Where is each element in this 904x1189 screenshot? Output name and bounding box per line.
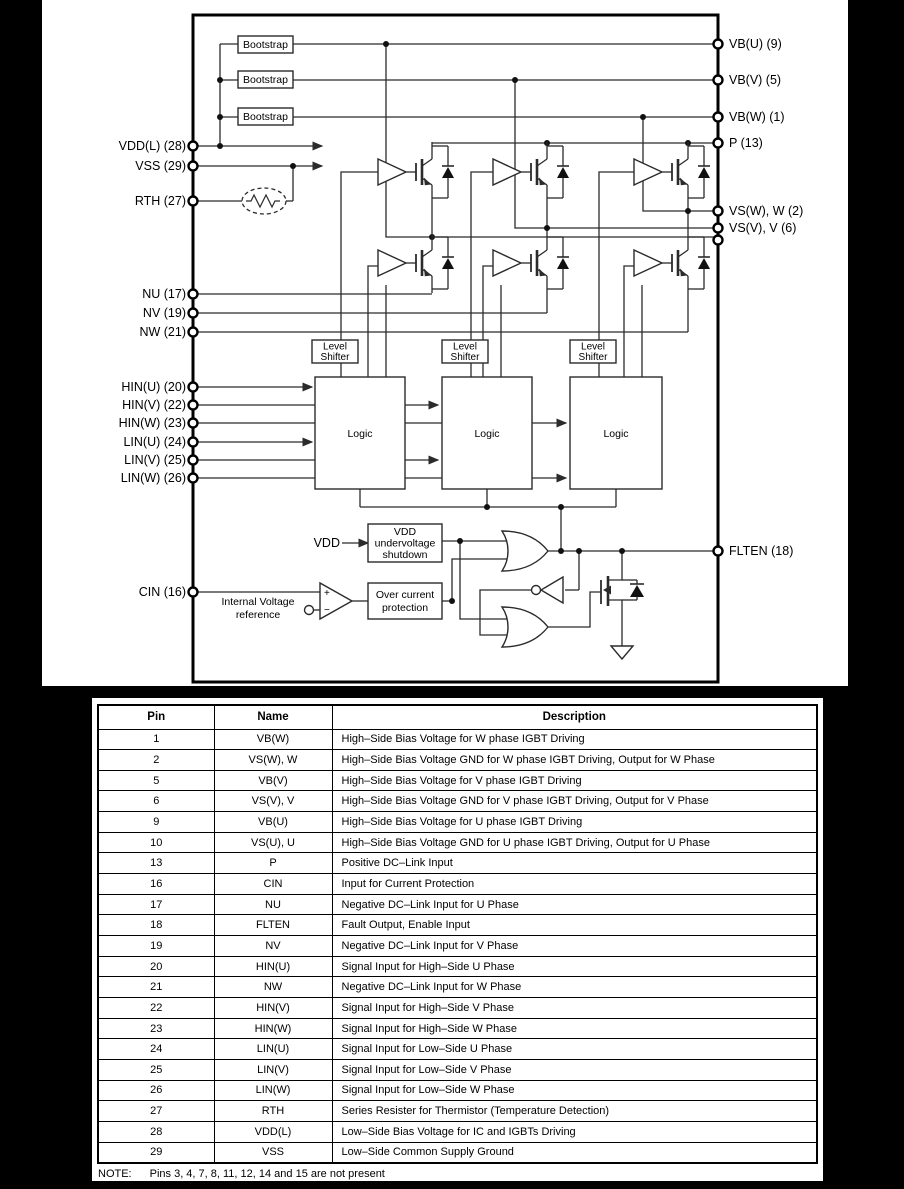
pin-circle — [189, 162, 198, 171]
block-diagram — [42, 0, 848, 686]
pin-circle — [189, 419, 198, 428]
table-cell: P — [214, 853, 332, 874]
pin-label-nw: NW (21) — [139, 325, 186, 339]
pin-label-hinv: HIN(V) (22) — [122, 398, 186, 412]
pin-description-table — [97, 704, 818, 1164]
pin-circle — [189, 328, 198, 337]
table-cell: NV — [214, 936, 332, 957]
table-row — [98, 936, 817, 957]
pin-label-rth: RTH (27) — [134, 194, 186, 208]
uv-label: shutdown — [382, 549, 428, 561]
table-row — [98, 729, 817, 750]
igbt-cell-hs-w — [634, 142, 710, 202]
table-cell: 13 — [98, 853, 214, 874]
table-cell: VDD(L) — [214, 1121, 332, 1142]
table-cell: LIN(U) — [214, 1039, 332, 1060]
uv-label: undervoltage — [374, 537, 436, 550]
or-gate-1 — [502, 531, 548, 571]
pin-label-p: P (13) — [729, 136, 763, 150]
table-row — [98, 832, 817, 853]
table-cell: CIN — [214, 874, 332, 895]
pin-circle — [714, 40, 723, 49]
table-cell: Negative DC–Link Input for W Phase — [332, 977, 817, 998]
table-cell: VB(W) — [214, 729, 332, 750]
logic-label: Logic — [347, 428, 373, 440]
pin-circle — [189, 142, 198, 151]
pin-circle — [189, 309, 198, 318]
pin-circle — [714, 76, 723, 85]
table-cell: High–Side Bias Voltage GND for U phase IGBT Driving, Output for U Phase — [332, 832, 817, 853]
bootstrap-block-3 — [238, 108, 293, 125]
table-row — [98, 1121, 817, 1142]
uv-label: VDD — [393, 526, 417, 538]
table-cell: VS(U), U — [214, 832, 332, 853]
left-pin-labels — [119, 139, 186, 599]
ground-icon — [611, 646, 633, 659]
level-shifter-label: Shifter — [320, 352, 350, 363]
table-cell: VB(U) — [214, 812, 332, 833]
level-shifter-label: Shifter — [578, 352, 608, 363]
logic-block-3 — [570, 377, 662, 489]
header-description: Description — [332, 705, 817, 729]
table-cell: 17 — [98, 894, 214, 915]
table-cell: 28 — [98, 1121, 214, 1142]
table-row — [98, 1142, 817, 1163]
header-name: Name — [214, 705, 332, 729]
table-cell: 27 — [98, 1101, 214, 1122]
pin-label-vbv: VB(V) (5) — [729, 73, 782, 87]
header-pin: Pin — [98, 705, 214, 729]
pin-circle — [714, 224, 723, 233]
table-cell: High–Side Bias Voltage GND for W phase IGBT Driving, Output for W Phase — [332, 750, 817, 771]
table-row — [98, 1018, 817, 1039]
block-diagram-panel — [42, 0, 848, 686]
pin-label-flten: FLTEN (18) — [729, 544, 794, 558]
pin-label-cin: CIN (16) — [138, 585, 186, 599]
pin-circle — [714, 207, 723, 216]
table-cell: High–Side Bias Voltage for U phase IGBT Driving — [332, 812, 817, 833]
pin-circle — [714, 139, 723, 148]
pin-label-vbw: VB(W) (1) — [729, 110, 785, 124]
table-cell: NU — [214, 894, 332, 915]
table-cell: High–Side Bias Voltage GND for V phase IGBT Driving, Output for V Phase — [332, 791, 817, 812]
pin-label-hinw: HIN(W) (23) — [118, 416, 186, 430]
table-cell: High–Side Bias Voltage for V phase IGBT Driving — [332, 770, 817, 791]
ivr-label: Internal Voltage — [221, 596, 295, 608]
table-cell: LIN(W) — [214, 1080, 332, 1101]
level-shifter-block-3 — [570, 340, 616, 363]
table-cell: HIN(U) — [214, 956, 332, 977]
logic-block-2 — [442, 377, 532, 489]
igbt-cell-ls-w — [634, 233, 710, 293]
logic-label: Logic — [474, 428, 500, 440]
table-cell: VS(V), V — [214, 791, 332, 812]
note-text: Pins 3, 4, 7, 8, 11, 12, 14 and 15 are not present — [149, 1168, 385, 1180]
igbt-cell-hs-u — [378, 142, 454, 202]
pin-label-vsv: VS(V), V (6) — [729, 221, 797, 235]
table-cell: 16 — [98, 874, 214, 895]
table-cell: Low–Side Bias Voltage for IC and IGBTs Driving — [332, 1121, 817, 1142]
level-shifter-label: Level — [581, 341, 605, 353]
table-cell: High–Side Bias Voltage for W phase IGBT Driving — [332, 729, 817, 750]
ivr-label: reference — [235, 609, 281, 621]
table-cell: 25 — [98, 1060, 214, 1081]
pin-label-vbu: VB(U) (9) — [729, 37, 782, 51]
table-cell: Input for Current Protection — [332, 874, 817, 895]
table-cell: Signal Input for High–Side U Phase — [332, 956, 817, 977]
vdd-feed-label: VDD — [313, 536, 340, 550]
table-cell: 21 — [98, 977, 214, 998]
table-row — [98, 853, 817, 874]
table-cell: 26 — [98, 1080, 214, 1101]
table-cell: 19 — [98, 936, 214, 957]
table-cell: 5 — [98, 770, 214, 791]
bootstrap-label: Bootstrap — [243, 39, 288, 51]
table-row — [98, 791, 817, 812]
table-cell: 1 — [98, 729, 214, 750]
thermistor-icon — [242, 188, 286, 214]
comparator-minus: − — [324, 605, 330, 616]
logic-block-1 — [315, 377, 405, 489]
table-row — [98, 1060, 817, 1081]
table-row — [98, 1039, 817, 1060]
table-cell: HIN(V) — [214, 998, 332, 1019]
table-cell: 20 — [98, 956, 214, 977]
table-row — [98, 956, 817, 977]
pin-label-nv: NV (19) — [142, 306, 186, 320]
table-cell: HIN(W) — [214, 1018, 332, 1039]
table-cell: 24 — [98, 1039, 214, 1060]
bootstrap-block-2 — [238, 71, 293, 88]
level-shifter-block-1 — [312, 340, 358, 363]
level-shifter-label: Level — [323, 341, 347, 353]
table-cell: FLTEN — [214, 915, 332, 936]
igbt-cell-hs-v — [493, 142, 569, 202]
table-cell: VSS — [214, 1142, 332, 1163]
comparator-plus: + — [324, 588, 330, 599]
right-pin-labels — [729, 37, 803, 558]
table-note — [98, 1168, 818, 1180]
table-cell: VB(V) — [214, 770, 332, 791]
pin-label-vsw: VS(W), W (2) — [729, 204, 804, 218]
table-row — [98, 894, 817, 915]
bootstrap-block-1 — [238, 36, 293, 53]
pin-label-vddl: VDD(L) (28) — [118, 139, 186, 153]
table-cell: Positive DC–Link Input — [332, 853, 817, 874]
pin-table-panel — [92, 698, 823, 1181]
pin-circle — [189, 197, 198, 206]
table-row — [98, 915, 817, 936]
ocp-label: protection — [381, 602, 429, 614]
table-cell: Negative DC–Link Input for V Phase — [332, 936, 817, 957]
pin-circle — [189, 383, 198, 392]
level-shifter-block-2 — [442, 340, 488, 363]
pin-circle — [189, 290, 198, 299]
table-cell: 29 — [98, 1142, 214, 1163]
table-cell: Low–Side Common Supply Ground — [332, 1142, 817, 1163]
pin-label-nu: NU (17) — [142, 287, 186, 301]
table-cell: Fault Output, Enable Input — [332, 915, 817, 936]
table-cell: 23 — [98, 1018, 214, 1039]
table-cell: Signal Input for High–Side W Phase — [332, 1018, 817, 1039]
table-cell: LIN(V) — [214, 1060, 332, 1081]
table-cell: Series Resister for Thermistor (Temperature Detection) — [332, 1101, 817, 1122]
table-cell: 10 — [98, 832, 214, 853]
table-cell: 22 — [98, 998, 214, 1019]
table-cell: Signal Input for Low–Side W Phase — [332, 1080, 817, 1101]
table-cell: Signal Input for Low–Side V Phase — [332, 1060, 817, 1081]
table-header-row — [98, 705, 817, 729]
overcurrent-protection-block — [368, 583, 442, 619]
pin-label-vss: VSS (29) — [135, 159, 186, 173]
table-row — [98, 812, 817, 833]
table-cell: NW — [214, 977, 332, 998]
pin-circle — [189, 588, 198, 597]
pin-label-linv: LIN(V) (25) — [124, 453, 186, 467]
pin-circle — [189, 438, 198, 447]
level-shifter-label: Shifter — [450, 352, 480, 363]
or-gate-2 — [502, 607, 548, 647]
igbt-cell-ls-u — [378, 233, 454, 293]
pin-circle — [189, 456, 198, 465]
table-cell: 6 — [98, 791, 214, 812]
igbt-cell-ls-v — [493, 233, 569, 293]
comparator-icon — [320, 583, 352, 619]
pin-label-hinu: HIN(U) (20) — [121, 380, 186, 394]
table-cell: VS(W), W — [214, 750, 332, 771]
note-label: NOTE: — [98, 1168, 132, 1180]
table-row — [98, 770, 817, 791]
bootstrap-label: Bootstrap — [243, 111, 288, 123]
table-cell: Negative DC–Link Input for U Phase — [332, 894, 817, 915]
table-row — [98, 1101, 817, 1122]
table-cell: Signal Input for High–Side V Phase — [332, 998, 817, 1019]
table-cell: 2 — [98, 750, 214, 771]
inverter-icon — [532, 577, 564, 603]
pin-circle — [714, 236, 723, 245]
logic-label: Logic — [603, 428, 629, 440]
pin-circle — [714, 547, 723, 556]
pin-label-linu: LIN(U) (24) — [123, 435, 186, 449]
pin-circle — [714, 113, 723, 122]
table-cell: Signal Input for Low–Side U Phase — [332, 1039, 817, 1060]
table-row — [98, 874, 817, 895]
table-row — [98, 1080, 817, 1101]
pin-label-linw: LIN(W) (26) — [120, 471, 186, 485]
table-cell: 18 — [98, 915, 214, 936]
table-row — [98, 977, 817, 998]
undervoltage-shutdown-block — [368, 524, 442, 562]
bootstrap-label: Bootstrap — [243, 74, 288, 86]
table-cell: RTH — [214, 1101, 332, 1122]
pin-circle — [189, 401, 198, 410]
ocp-label: Over current — [375, 589, 435, 601]
internal-voltage-reference — [222, 596, 314, 621]
table-row — [98, 998, 817, 1019]
table-cell: 9 — [98, 812, 214, 833]
table-row — [98, 750, 817, 771]
level-shifter-label: Level — [453, 341, 477, 353]
pin-circle — [189, 474, 198, 483]
